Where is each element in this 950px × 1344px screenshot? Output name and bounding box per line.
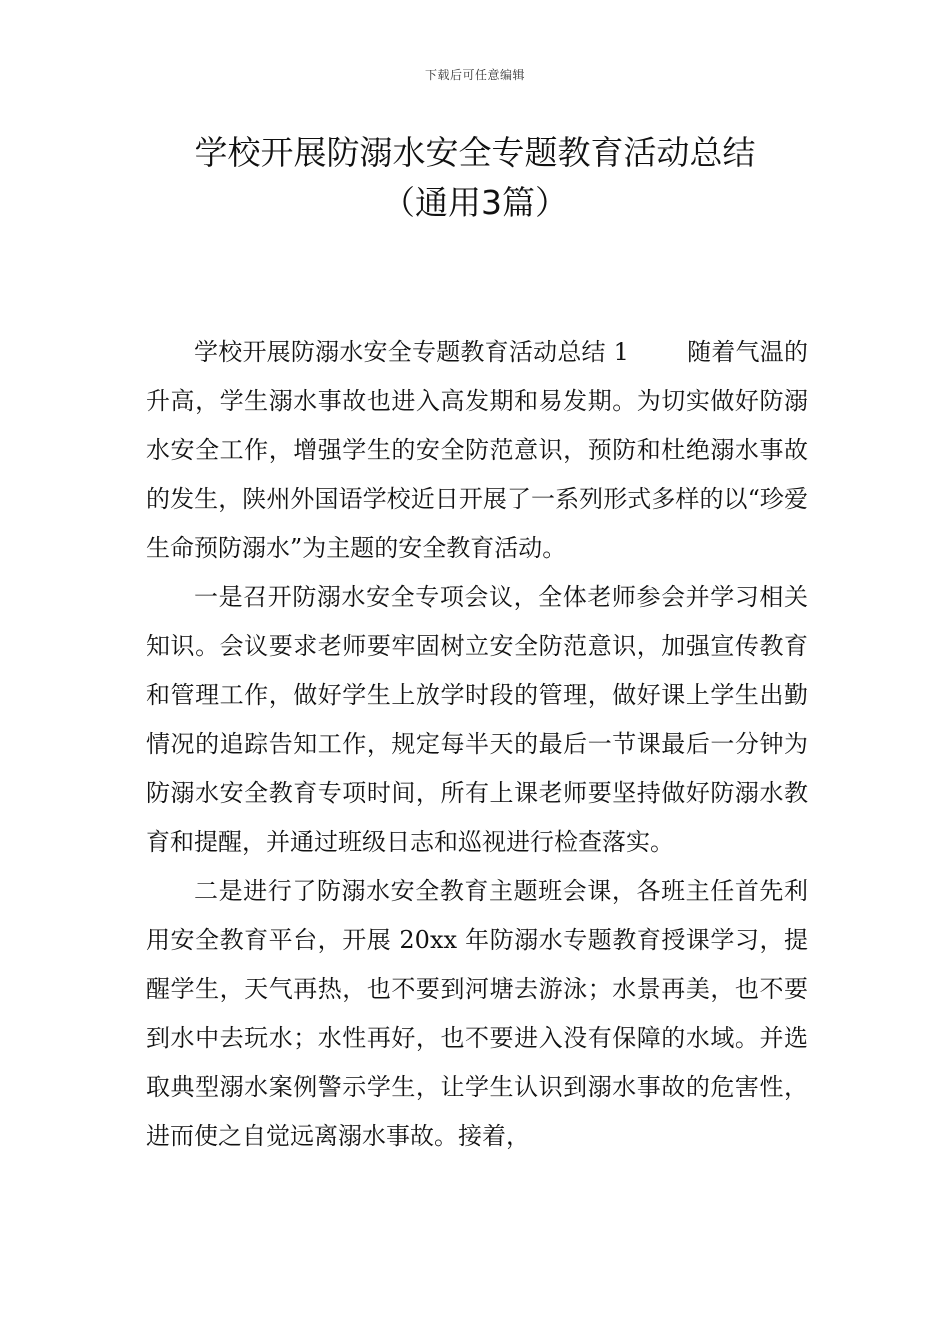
title-line-2: （通用3篇） bbox=[382, 183, 568, 222]
section-heading: 学校开展防溺水安全专题教育活动总结 1 bbox=[194, 338, 629, 366]
title-line-1: 学校开展防溺水安全专题教育活动总结 bbox=[194, 133, 756, 172]
paragraph-2 bbox=[146, 573, 808, 867]
paragraph-3-text: 二是进行了防溺水安全教育主题班会课，各班主任首先利用安全教育平台，开展 20xx 年防溺水专题教育授课学习，提醒学生，天气再热，也不要到河塘去游泳；水景再美，也不要到水中去玩水；水性再好，也不要进入没有保障的水域。并选取典型溺水案例警示学生，让学生认识到溺水事故的危害性，进而使之自觉远离溺水事故。接着， bbox=[146, 877, 808, 1150]
paragraph-1-text: 随着气温的升高，学生溺水事故也进入高发期和易发期。为切实做好防溺水安全工作，增强学生的安全防范意识，预防和杜绝溺水事故的发生，陕州外国语学校近日开展了一系列形式多样的以“珍爱生命预防溺水”为主题的安全教育活动。 bbox=[146, 338, 808, 562]
document-body bbox=[146, 328, 808, 1161]
header-note: 下载后可任意编辑 bbox=[424, 68, 525, 82]
document-title bbox=[0, 128, 950, 228]
paragraph-1 bbox=[146, 328, 808, 573]
paragraph-2-text: 一是召开防溺水安全专项会议，全体老师参会并学习相关知识。会议要求老师要牢固树立安全防范意识，加强宣传教育和管理工作，做好学生上放学时段的管理，做好课上学生出勤情况的追踪告知工作，规定每半天的最后一节课最后一分钟为防溺水安全教育专项时间，所有上课老师要坚持做好防溺水教育和提醒，并通过班级日志和巡视进行检查落实。 bbox=[146, 583, 808, 856]
paragraph-3 bbox=[146, 867, 808, 1161]
